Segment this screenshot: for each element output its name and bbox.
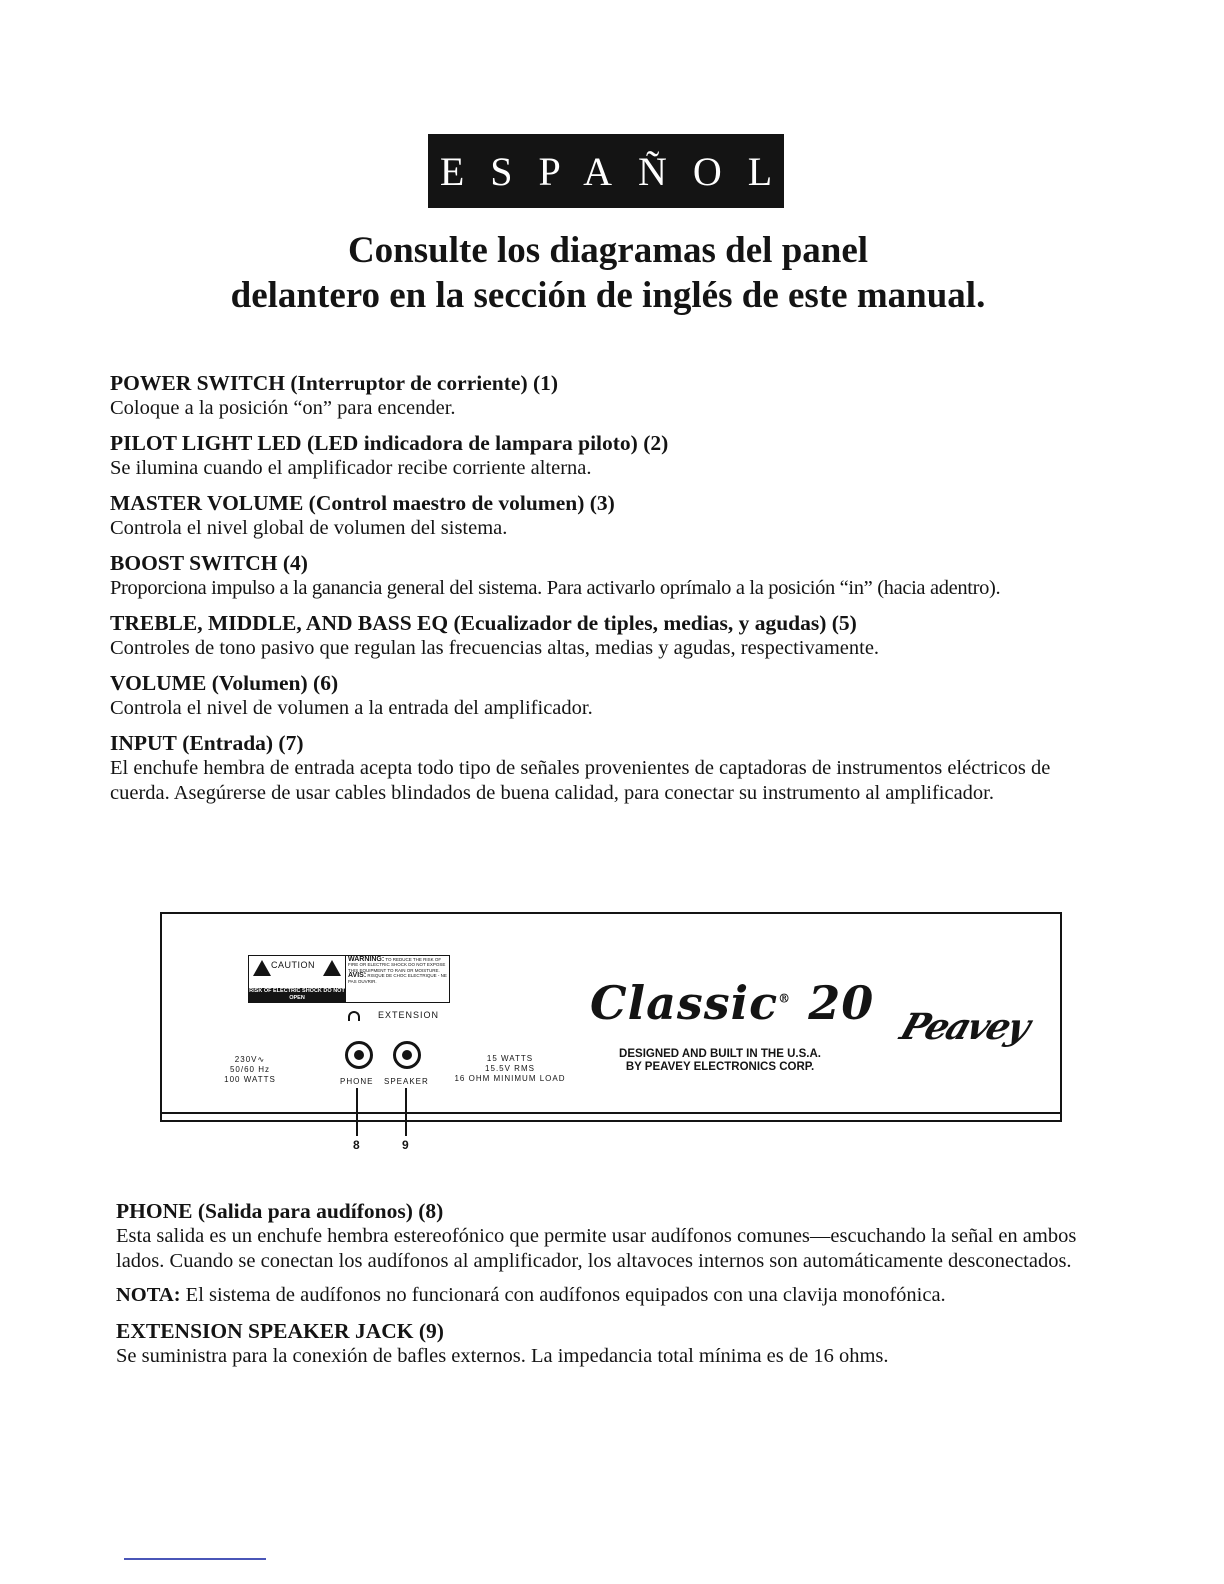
model-wordmark bbox=[590, 976, 874, 1030]
power-rating bbox=[220, 1055, 280, 1085]
entry-body: Controla el nivel de volumen a la entrada del amplificador. bbox=[110, 697, 593, 719]
entry-body: Se ilumina cuando el amplificador recibe corriente alterna. bbox=[110, 457, 592, 479]
note-label: NOTA: bbox=[116, 1284, 181, 1306]
made-line-2: BY PEAVEY ELECTRONICS CORP. bbox=[625, 1061, 815, 1073]
power-rating-line: 50/60 Hz bbox=[229, 1065, 271, 1074]
entry-body: Proporciona impulso a la ganancia general del sistema. Para activarlo oprímalo a la posición “in” (hacia adentro). bbox=[110, 577, 1001, 599]
entry-phone bbox=[116, 1198, 1116, 1274]
entry-eq bbox=[110, 610, 1110, 661]
entry-subtitle: (LED indicadora de lampara piloto) (2) bbox=[306, 431, 669, 455]
phone-jack bbox=[345, 1041, 373, 1069]
entry-body: Coloque a la posición “on” para encender. bbox=[110, 397, 456, 419]
warning-label bbox=[248, 955, 450, 1003]
rear-panel-diagram bbox=[160, 912, 1062, 1122]
registered-mark: ® bbox=[778, 991, 792, 1006]
entry-body: Se suministra para la conexión de bafles externos. La impedancia total mínima es de 16 ohms. bbox=[116, 1345, 889, 1367]
power-rating-line: 230V∿ bbox=[234, 1055, 266, 1064]
caution-block bbox=[249, 956, 346, 1002]
callout-number-speaker: 9 bbox=[402, 1138, 409, 1152]
entry-subtitle: (Ecualizador de tiples, medias, y agudas) (5) bbox=[453, 611, 857, 635]
extension-label: EXTENSION bbox=[378, 1010, 440, 1020]
intro-heading bbox=[200, 228, 1016, 318]
attention-warning-icon bbox=[323, 960, 341, 976]
entry-boost-switch bbox=[110, 550, 1110, 601]
avis-title: AVIS: bbox=[348, 972, 367, 980]
callout-line-phone bbox=[356, 1088, 358, 1136]
entry-master-volume bbox=[110, 490, 1110, 541]
callout-number-phone: 8 bbox=[353, 1138, 360, 1152]
entry-title: VOLUME bbox=[110, 671, 207, 695]
output-rating bbox=[454, 1054, 566, 1084]
callout-line-speaker bbox=[405, 1088, 407, 1136]
manufacturer-text bbox=[600, 1048, 840, 1074]
peavey-logo: Peavey bbox=[895, 1006, 1034, 1048]
entry-pilot-light bbox=[110, 430, 1110, 481]
entry-body: Controla el nivel global de volumen del sistema. bbox=[110, 517, 508, 539]
made-line-1: DESIGNED AND BUILT IN THE U.S.A. bbox=[619, 1048, 821, 1060]
output-rating-line: 15.5V RMS bbox=[485, 1064, 535, 1073]
brand-name: Classic bbox=[590, 976, 779, 1030]
entry-power-switch bbox=[110, 370, 1110, 421]
entry-subtitle: (Volumen) (6) bbox=[211, 671, 339, 695]
entry-extension-speaker bbox=[116, 1318, 1116, 1369]
entry-title: POWER SWITCH bbox=[110, 371, 286, 395]
entry-body: Esta salida es un enchufe hembra estereofónico que permite usar audífonos comunes—escuchando la señal en ambos lados. Cuando se conectan los audífonos al amplificador, los altavoces internos son automáticamente desconectados. bbox=[116, 1225, 1077, 1272]
entry-title: EXTENSION SPEAKER JACK bbox=[116, 1319, 414, 1343]
shock-warning-text: RISK OF ELECTRIC SHOCK DO NOT OPEN bbox=[249, 988, 345, 1001]
language-banner bbox=[428, 134, 799, 208]
entry-title: INPUT bbox=[110, 731, 177, 755]
language-title: ESPAÑOL bbox=[439, 148, 799, 194]
note-text: El sistema de audífonos no funcionará con audífonos equipados con una clavija monofónica. bbox=[185, 1284, 946, 1306]
entry-subtitle: (9) bbox=[418, 1319, 444, 1343]
entry-subtitle: (Interruptor de corriente) (1) bbox=[290, 371, 559, 395]
entry-title: PHONE bbox=[116, 1199, 193, 1223]
entry-subtitle: (Control maestro de volumen) (3) bbox=[308, 491, 615, 515]
entry-body: El enchufe hembra de entrada acepta todo tipo de señales provenientes de captadoras de instrumentos eléctricos de cuerda. Asegúrerse de usar cables blindados de buena calidad, para conectar su instrumento al amplificador. bbox=[110, 757, 1051, 804]
warning-title: WARNING: bbox=[348, 956, 385, 963]
caution-text: CAUTION bbox=[271, 960, 315, 970]
entry-title: PILOT LIGHT LED bbox=[110, 431, 302, 455]
entry-subtitle: (4) bbox=[282, 551, 308, 575]
footer-rule bbox=[124, 1558, 266, 1560]
output-rating-line: 15 WATTS bbox=[486, 1054, 534, 1063]
controls-section-list bbox=[110, 370, 1110, 815]
note bbox=[116, 1283, 1116, 1308]
headphone-icon bbox=[348, 1011, 360, 1021]
power-rating-line: 100 WATTS bbox=[224, 1075, 276, 1084]
entry-subtitle: (Salida para audífonos) (8) bbox=[197, 1199, 444, 1223]
model-number: 20 bbox=[808, 976, 875, 1030]
entry-body: Controles de tono pasivo que regulan las frecuencias altas, medias y agudas, respectivamente. bbox=[110, 637, 880, 659]
entry-volume bbox=[110, 670, 1110, 721]
warning-text: TO REDUCE THE RISK OF FIRE OR ELECTRIC SHOCK DO NOT EXPOSE THIS EQUIPMENT TO RAIN OR MOISTURE. bbox=[348, 957, 446, 973]
entry-input bbox=[110, 730, 1110, 806]
entry-title: TREBLE, MIDDLE, AND BASS EQ bbox=[110, 611, 449, 635]
entry-title: BOOST SWITCH bbox=[110, 551, 278, 575]
entry-subtitle: (Entrada) (7) bbox=[182, 731, 304, 755]
shock-warning-icon bbox=[253, 960, 271, 976]
phone-label: PHONE bbox=[340, 1077, 374, 1086]
intro-line-2: delantero en la sección de inglés de este manual. bbox=[230, 275, 986, 316]
entry-title: MASTER VOLUME bbox=[110, 491, 304, 515]
outputs-section-list bbox=[116, 1198, 1116, 1378]
speaker-jack bbox=[393, 1041, 421, 1069]
intro-line-1: Consulte los diagramas del panel bbox=[347, 230, 869, 271]
avis-text: RISQUE DE CHOC ELECTRIQUE - NE PAS OUVRIR. bbox=[348, 973, 447, 984]
output-rating-line: 16 OHM MINIMUM LOAD bbox=[454, 1074, 566, 1083]
warning-text-block bbox=[346, 956, 449, 1002]
speaker-label: SPEAKER bbox=[384, 1077, 429, 1086]
